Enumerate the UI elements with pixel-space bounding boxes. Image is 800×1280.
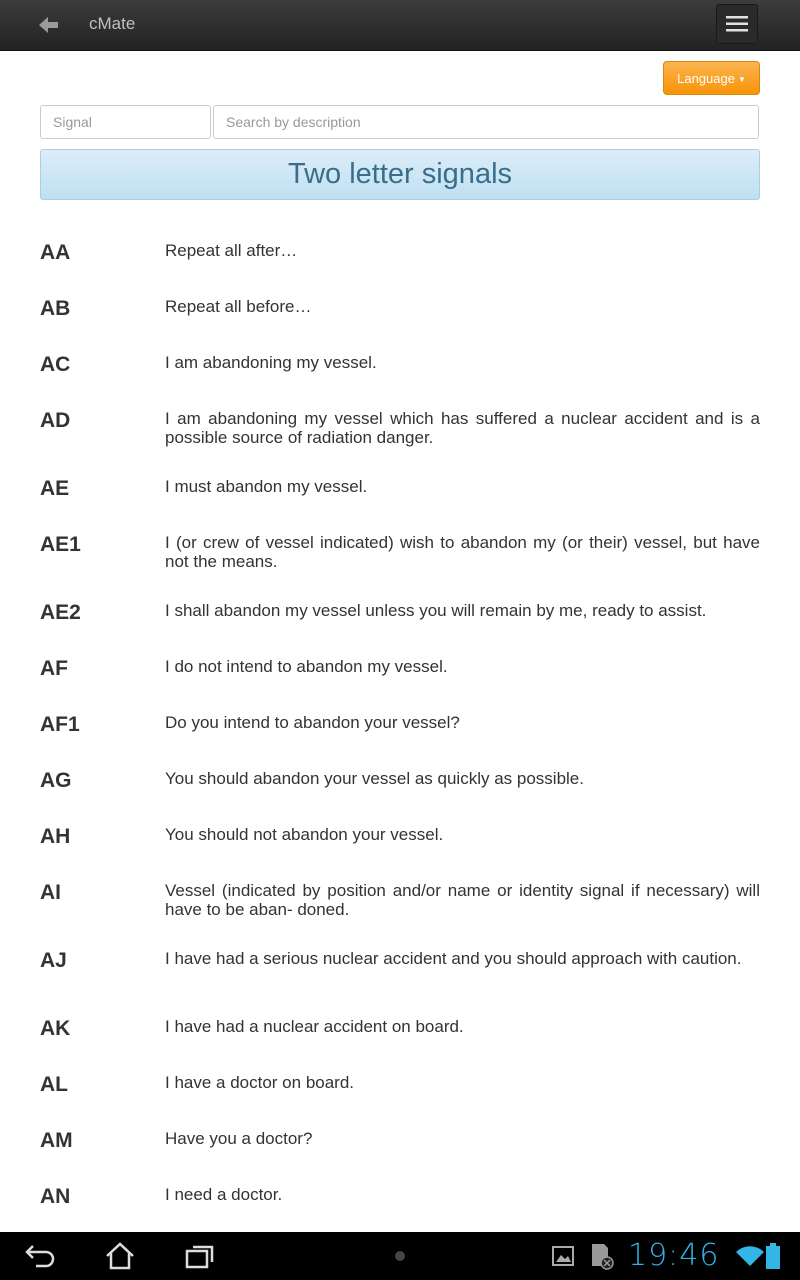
list-item[interactable] — [40, 766, 760, 822]
signal-description: You should not abandon your vessel. — [165, 825, 444, 844]
list-item[interactable] — [40, 878, 760, 946]
battery-status — [758, 1240, 788, 1272]
dot-icon — [394, 1250, 406, 1262]
list-item[interactable] — [40, 1126, 760, 1182]
list-item[interactable] — [40, 710, 760, 766]
signal-code: AM — [40, 1129, 73, 1152]
list-item[interactable] — [40, 654, 760, 710]
caret-down-icon: ▼ — [737, 75, 746, 84]
action-bar — [0, 0, 800, 51]
list-item[interactable] — [40, 406, 760, 474]
signal-description: I need a doctor. — [165, 1185, 283, 1204]
signal-code: AJ — [40, 949, 67, 972]
signal-code: AE — [40, 477, 70, 500]
signal-description: Repeat all before… — [165, 297, 312, 316]
signal-code: AC — [40, 353, 71, 376]
hamburger-menu-icon — [726, 16, 748, 32]
signal-description: I do not intend to abandon my vessel. — [165, 657, 448, 676]
list-item[interactable] — [40, 294, 760, 350]
signal-description: Repeat all after… — [165, 241, 298, 260]
signal-description: I must abandon my vessel. — [165, 477, 368, 496]
signal-description: I have a doctor on board. — [165, 1073, 355, 1092]
list-item[interactable] — [40, 946, 760, 1014]
signal-description: Vessel (indicated by position and/or name or identity signal if necessary) will have to be aban- doned. — [165, 881, 760, 919]
list-item[interactable] — [40, 822, 760, 878]
nav-home-button[interactable] — [100, 1240, 140, 1272]
signal-code: AL — [40, 1073, 68, 1096]
signal-code: AI — [40, 881, 61, 904]
section-banner — [40, 149, 760, 200]
list-item[interactable] — [40, 474, 760, 530]
signal-code: AN — [40, 1185, 71, 1208]
list-item[interactable] — [40, 350, 760, 406]
signal-code: AB — [40, 297, 71, 320]
signal-description: I have had a nuclear accident on board. — [165, 1017, 464, 1036]
signal-code: AG — [40, 769, 72, 792]
signal-search-input[interactable] — [40, 105, 211, 139]
description-search-input[interactable] — [213, 105, 759, 139]
battery-icon — [766, 1243, 780, 1269]
status-clock: 19:46 — [628, 1238, 720, 1273]
signal-description: I am abandoning my vessel which has suffered a nuclear accident and is a possible source of radiation danger. — [165, 409, 760, 447]
system-navigation-bar — [0, 1232, 800, 1280]
signal-code: AA — [40, 241, 71, 264]
list-item[interactable] — [40, 238, 760, 294]
signal-description: I have had a serious nuclear accident and you should approach with caution. — [165, 949, 742, 968]
menu-button[interactable] — [716, 4, 758, 44]
app-title: cMate — [89, 14, 136, 33]
list-item[interactable] — [40, 1182, 760, 1222]
signal-description: I shall abandon my vessel unless you will remain by me, ready to assist. — [165, 601, 707, 620]
sdcard-icon — [586, 1242, 614, 1270]
signal-description: Have you a doctor? — [165, 1129, 313, 1148]
signal-code: AE1 — [40, 533, 81, 556]
list-item[interactable] — [40, 1014, 760, 1070]
back-button[interactable] — [30, 10, 68, 40]
sdcard-notification — [580, 1240, 620, 1272]
nav-dot — [380, 1240, 420, 1272]
section-title: Two letter signals — [287, 158, 513, 190]
nav-back-button[interactable] — [20, 1240, 60, 1272]
signal-list — [40, 238, 760, 1222]
home-icon — [105, 1242, 135, 1270]
list-item[interactable] — [40, 1070, 760, 1126]
recent-apps-icon — [185, 1243, 215, 1269]
nav-recents-button[interactable] — [180, 1240, 220, 1272]
back-icon — [24, 1243, 56, 1269]
list-item[interactable] — [40, 598, 760, 654]
language-button[interactable] — [663, 61, 760, 95]
signal-description: I (or crew of vessel indicated) wish to abandon my (or their) vessel, but have not the means. — [165, 533, 760, 571]
signal-code: AE2 — [40, 601, 81, 624]
signal-code: AK — [40, 1017, 71, 1040]
image-icon — [551, 1245, 575, 1267]
signal-code: AF1 — [40, 713, 80, 736]
back-arrow-icon — [39, 17, 59, 33]
signal-code: AH — [40, 825, 71, 848]
gallery-notification — [543, 1240, 583, 1272]
signal-code: AF — [40, 657, 68, 680]
signal-description: I am abandoning my vessel. — [165, 353, 377, 372]
signal-code: AD — [40, 409, 71, 432]
list-item[interactable] — [40, 530, 760, 598]
language-button-label: Language — [677, 70, 735, 86]
signal-description: Do you intend to abandon your vessel? — [165, 713, 460, 732]
signal-description: You should abandon your vessel as quickly as possible. — [165, 769, 584, 788]
